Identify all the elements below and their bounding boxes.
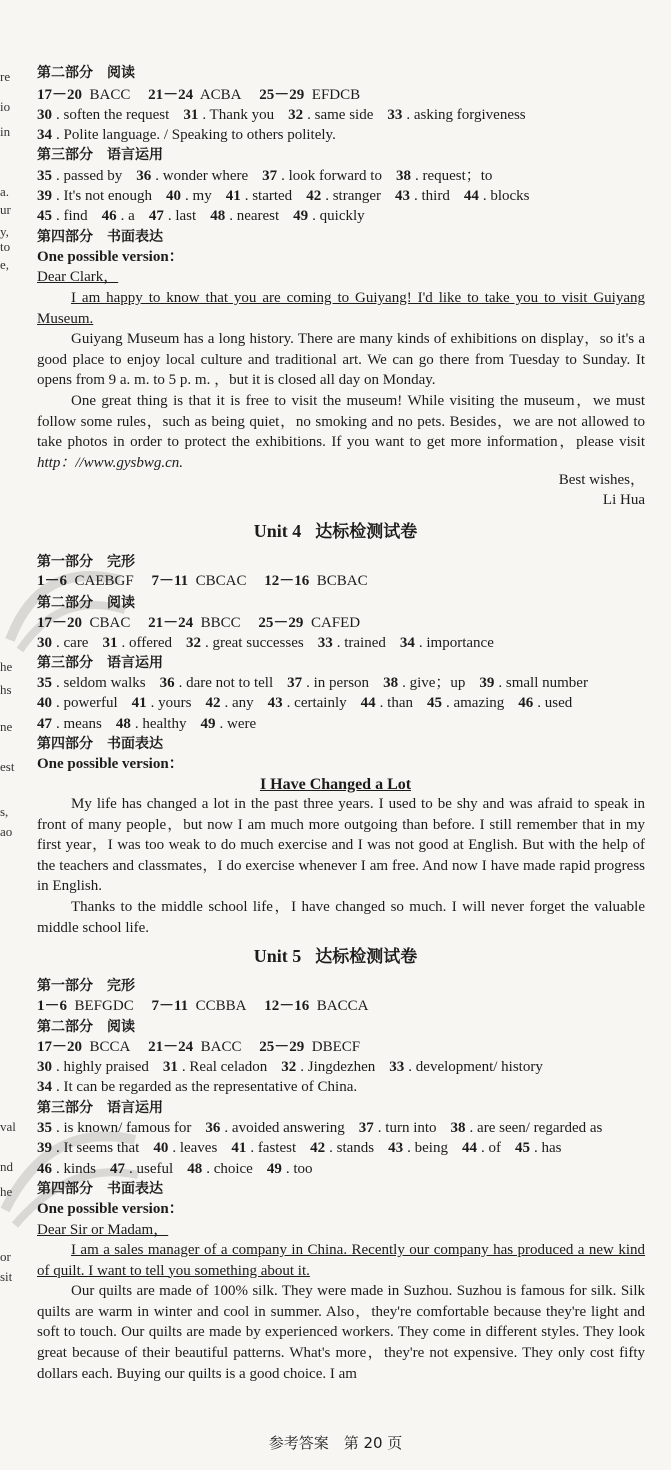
u4-para2: Thanks to the middle school life，I have changed so much. I will never forget the valuable middle school life. bbox=[37, 898, 645, 936]
u3-para3: One great thing is that it is free to visit the museum! While visiting the museum，we must follow some rules，such as being quiet，no smoking and no pets. Besides，we are not allowed to take photos in order to protect the exhibitions. If you want to get more information，please visit http：//www.gysbwg.cn. bbox=[37, 392, 645, 471]
answer-item: 46 . used bbox=[518, 695, 573, 711]
u3-closing: Best wishes， Li Hua bbox=[558, 472, 645, 508]
u5-part1-heading: 第一部分 完形 bbox=[37, 978, 135, 994]
answer-item: 31 . offered bbox=[102, 635, 172, 651]
answer-number: 41 bbox=[131, 695, 147, 711]
answer-item: 40 . my bbox=[166, 188, 212, 204]
answer-item: 35 . passed by bbox=[37, 168, 123, 184]
answer-item: 42 . any bbox=[205, 695, 254, 711]
answer-number: 41 bbox=[231, 1140, 247, 1156]
u5-part3-row1 bbox=[37, 1121, 602, 1136]
answer-item: 30 . soften the request bbox=[37, 107, 170, 123]
answer-item: 36 . avoided answering bbox=[205, 1120, 345, 1136]
answer-text: Thank you bbox=[209, 107, 275, 123]
answer-item: 33 . development/ history bbox=[389, 1059, 543, 1075]
answer-item: 38 . request；to bbox=[395, 168, 493, 184]
answer-number: 43 bbox=[388, 1140, 404, 1156]
answer-text: same side bbox=[314, 107, 374, 123]
answer-item: 34 . importance bbox=[399, 635, 494, 651]
answer-text: soften the request bbox=[63, 107, 170, 123]
answer-item: 46 . a bbox=[101, 208, 135, 224]
answer-item: 43 . third bbox=[395, 188, 450, 204]
answer-item: 45 . amazing bbox=[426, 695, 505, 711]
u3-letter-body bbox=[37, 288, 645, 473]
unit5-title: Unit 5 达标检测试卷 bbox=[253, 946, 418, 967]
answer-number: 48 bbox=[115, 716, 131, 732]
answer-item: 32 . Jingdezhen bbox=[281, 1059, 376, 1075]
answer-number: 30 bbox=[37, 635, 52, 651]
answer-item: 33 . trained bbox=[317, 635, 386, 651]
answer-text: third bbox=[421, 188, 450, 204]
answer-item: 48 . healthy bbox=[115, 716, 187, 732]
answer-item: 35 . is known/ famous for bbox=[37, 1120, 192, 1136]
answer-item: 36 . dare not to tell bbox=[159, 675, 274, 691]
answer-number: 49 bbox=[293, 208, 309, 224]
answer-text: It seems that bbox=[63, 1140, 140, 1156]
answer-text: passed by bbox=[63, 168, 123, 184]
answer-text: stands bbox=[336, 1140, 375, 1156]
answer-item: 31 . Real celadon bbox=[162, 1059, 268, 1075]
answer-text: highly praised bbox=[63, 1059, 149, 1075]
u3-part2-row2 bbox=[37, 108, 526, 123]
margin-fragment: he bbox=[0, 659, 13, 674]
answer-text: importance bbox=[426, 635, 494, 651]
u5-part1-row: 1－6 BEFGDC 7－11 CCBBA 12－16 BACCA bbox=[37, 998, 369, 1014]
answer-number: 36 bbox=[205, 1120, 221, 1136]
answer-number: 37 bbox=[287, 675, 303, 691]
margin-fragment: s, bbox=[0, 804, 9, 819]
answer-number: 39 bbox=[479, 675, 495, 691]
answer-text: amazing bbox=[453, 695, 505, 711]
margin-fragment: nd bbox=[0, 1159, 13, 1174]
answer-item: 39 . small number bbox=[479, 675, 588, 691]
answer-item: 49 . were bbox=[200, 716, 257, 732]
margin-fragment: y, bbox=[0, 224, 9, 239]
answer-text: certainly bbox=[294, 695, 347, 711]
answer-number: 37 bbox=[358, 1120, 374, 1136]
answer-item: 44 . of bbox=[461, 1140, 501, 1156]
answer-number: 42 bbox=[310, 1140, 326, 1156]
answer-text: offered bbox=[128, 635, 172, 651]
u5-part4-heading: 第四部分 书面表达 bbox=[37, 1181, 163, 1197]
u4-part4-heading: 第四部分 书面表达 bbox=[37, 736, 163, 752]
answer-item: 38 . are seen/ regarded as bbox=[450, 1120, 603, 1136]
answer-number: 36 bbox=[136, 168, 152, 184]
answer-text: turn into bbox=[385, 1120, 437, 1136]
margin-fragment: est bbox=[0, 759, 15, 774]
u4-part3-row1 bbox=[37, 676, 588, 691]
answer-number: 33 bbox=[317, 635, 333, 651]
margin-fragment: ur bbox=[0, 202, 11, 217]
u5-part3-heading: 第三部分 语言运用 bbox=[37, 1100, 163, 1116]
answer-number: 33 bbox=[387, 107, 403, 123]
answer-text: give；up bbox=[409, 675, 466, 691]
answer-number: 47 bbox=[110, 1161, 126, 1177]
answer-text: useful bbox=[136, 1161, 174, 1177]
answer-text: Jingdezhen bbox=[307, 1059, 376, 1075]
u5-part3-row2 bbox=[37, 1141, 561, 1156]
answer-number: 38 bbox=[395, 168, 411, 184]
answer-number: 43 bbox=[267, 695, 283, 711]
margin-fragment: a. bbox=[0, 184, 10, 199]
margin-fragment: hs bbox=[0, 682, 12, 697]
u4-part2-row1: 17－20 CBAC 21－24 BBCC 25－29 CAFED bbox=[37, 615, 361, 631]
u5-version-label: One possible version： bbox=[37, 1201, 184, 1217]
u3-part2-row1: 17－20 BACC 21－24 ACBA 25－29 EFDCB bbox=[37, 87, 361, 103]
u3-para1: I am happy to know that you are coming to Guiyang! I'd like to take you to visit Guiyang Museum. bbox=[37, 290, 645, 327]
answer-item: 37 . in person bbox=[287, 675, 370, 691]
answer-number: 45 bbox=[37, 208, 52, 224]
answer-number: 46 bbox=[37, 1161, 52, 1177]
answer-number: 40 bbox=[153, 1140, 169, 1156]
answer-item: 37 . look forward to bbox=[262, 168, 382, 184]
u4-version-label: One possible version： bbox=[37, 756, 184, 772]
answer-text: It's not enough bbox=[63, 188, 153, 204]
answer-text: look forward to bbox=[288, 168, 382, 184]
margin-fragment: or bbox=[0, 1249, 11, 1264]
margin-fragment: val bbox=[0, 1119, 16, 1134]
answer-text: being bbox=[414, 1140, 448, 1156]
answer-number: 45 bbox=[426, 695, 442, 711]
answer-item: 47 . useful bbox=[110, 1161, 174, 1177]
answer-item: 44 . blocks bbox=[463, 188, 530, 204]
answer-text: choice bbox=[213, 1161, 253, 1177]
answer-number: 34 bbox=[399, 635, 415, 651]
u3-part3-row1 bbox=[37, 169, 492, 184]
answer-number: 42 bbox=[205, 695, 221, 711]
answer-text: is known/ famous for bbox=[63, 1120, 192, 1136]
unit4-title: Unit 4 达标检测试卷 bbox=[253, 521, 418, 542]
answer-number: 35 bbox=[37, 1120, 52, 1136]
margin-fragment: sit bbox=[0, 1269, 13, 1284]
answer-number: 45 bbox=[514, 1140, 530, 1156]
answer-item: 30 . care bbox=[37, 635, 89, 651]
u3-part3-row2 bbox=[37, 189, 530, 204]
answer-item: 37 . turn into bbox=[358, 1120, 437, 1136]
u4-part3-row3 bbox=[37, 717, 256, 732]
u5-part2-row2 bbox=[37, 1060, 543, 1075]
answer-number: 44 bbox=[463, 188, 479, 204]
answer-number: 36 bbox=[159, 675, 175, 691]
answer-item: 30 . highly praised bbox=[37, 1059, 149, 1075]
answer-item: 41 . fastest bbox=[231, 1140, 297, 1156]
u4-part2-row2 bbox=[37, 636, 494, 651]
margin-fragment: to bbox=[0, 239, 11, 254]
answer-text: leaves bbox=[179, 1140, 218, 1156]
answer-number: 41 bbox=[225, 188, 241, 204]
answer-text: fastest bbox=[257, 1140, 297, 1156]
answer-item: 47 . last bbox=[148, 208, 197, 224]
answer-text: blocks bbox=[490, 188, 530, 204]
u3-version-label: One possible version： bbox=[37, 249, 184, 265]
answer-number: 33 bbox=[389, 1059, 405, 1075]
answer-text: than bbox=[387, 695, 413, 711]
answer-number: 46 bbox=[518, 695, 534, 711]
answer-text: used bbox=[544, 695, 573, 711]
answer-number: 32 bbox=[281, 1059, 297, 1075]
answer-item: 43 . certainly bbox=[267, 695, 347, 711]
answer-item: 46 . kinds bbox=[37, 1161, 97, 1177]
answer-number: 31 bbox=[162, 1059, 178, 1075]
answer-number: 47 bbox=[37, 716, 52, 732]
margin-fragment: io bbox=[0, 99, 11, 114]
u4-essay-title: I Have Changed a Lot bbox=[259, 776, 412, 793]
answer-number: 44 bbox=[461, 1140, 477, 1156]
answer-text: are seen/ regarded as bbox=[477, 1120, 603, 1136]
answer-text: kinds bbox=[63, 1161, 97, 1177]
answer-number: 49 bbox=[200, 716, 216, 732]
answer-item: 40 . leaves bbox=[153, 1140, 218, 1156]
answer-number: 48 bbox=[187, 1161, 203, 1177]
u3-part4-heading: 第四部分 书面表达 bbox=[37, 229, 163, 245]
answer-text: healthy bbox=[142, 716, 187, 732]
page-footer: 参考答案 第 20 页 bbox=[268, 1434, 403, 1452]
answer-number: 30 bbox=[37, 1059, 52, 1075]
answer-item: 35 . seldom walks bbox=[37, 675, 146, 691]
answer-text: in person bbox=[313, 675, 370, 691]
answer-number: 40 bbox=[166, 188, 182, 204]
answer-text: yours bbox=[158, 695, 192, 711]
answer-item: 43 . being bbox=[388, 1140, 448, 1156]
answer-text: request；to bbox=[422, 168, 493, 184]
answer-number: 46 bbox=[101, 208, 117, 224]
answer-item: 39 . It seems that bbox=[37, 1140, 140, 1156]
answer-item: 45 . find bbox=[37, 208, 88, 224]
answer-item: 48 . choice bbox=[187, 1161, 253, 1177]
answer-number: 38 bbox=[450, 1120, 466, 1136]
u4-part3-heading: 第三部分 语言运用 bbox=[37, 655, 163, 671]
margin-fragment: ne bbox=[0, 719, 13, 734]
answer-text: any bbox=[232, 695, 254, 711]
answer-item: 48 . nearest bbox=[210, 208, 280, 224]
u3-part3-row3 bbox=[37, 209, 365, 224]
answer-number: 39 bbox=[37, 1140, 52, 1156]
answer-text: dare not to tell bbox=[186, 675, 274, 691]
answer-text: too bbox=[293, 1161, 313, 1177]
answer-number: 40 bbox=[37, 695, 52, 711]
answer-text: stranger bbox=[332, 188, 381, 204]
answer-text: quickly bbox=[319, 208, 365, 224]
u3-greeting: Dear Clark， bbox=[37, 269, 119, 285]
answer-number: 38 bbox=[383, 675, 399, 691]
answer-text: means bbox=[63, 716, 102, 732]
answer-text: avoided answering bbox=[231, 1120, 345, 1136]
answer-text: powerful bbox=[63, 695, 118, 711]
answer-number: 43 bbox=[395, 188, 410, 204]
u5-letter-body bbox=[37, 1240, 645, 1384]
u3-part2-row3: 34 . Polite language. / Speaking to others politely. bbox=[37, 127, 336, 143]
answer-number: 30 bbox=[37, 107, 52, 123]
margin-fragment: ao bbox=[0, 824, 13, 839]
u5-greeting: Dear Sir or Madam， bbox=[37, 1222, 169, 1238]
u4-part3-row2 bbox=[37, 696, 572, 711]
answer-item: 31 . Thank you bbox=[183, 107, 275, 123]
answer-number: 31 bbox=[183, 107, 199, 123]
u5-part3-row3 bbox=[37, 1162, 313, 1177]
answer-text: asking forgiveness bbox=[413, 107, 526, 123]
answer-number: 47 bbox=[148, 208, 164, 224]
answer-number: 35 bbox=[37, 168, 52, 184]
answer-text: development/ history bbox=[415, 1059, 543, 1075]
answer-item: 42 . stands bbox=[310, 1140, 375, 1156]
answer-text: seldom walks bbox=[63, 675, 146, 691]
answer-item: 36 . wonder where bbox=[136, 168, 249, 184]
answer-item: 49 . too bbox=[266, 1161, 313, 1177]
answer-number: 32 bbox=[288, 107, 304, 123]
answer-text: nearest bbox=[236, 208, 280, 224]
answer-text: started bbox=[252, 188, 293, 204]
answer-number: 32 bbox=[186, 635, 201, 651]
answer-text: a bbox=[128, 208, 135, 224]
answer-item: 41 . started bbox=[225, 188, 293, 204]
u4-part1-row: 1－6 CAEBGF 7－11 CBCAC 12－16 BCBAC bbox=[37, 573, 368, 589]
answer-text: of bbox=[488, 1140, 501, 1156]
u5-part2-row3: 34 . It can be regarded as the representative of China. bbox=[37, 1079, 358, 1095]
answer-item: 49 . quickly bbox=[293, 208, 365, 224]
u5-part2-row1: 17－20 BCCA 21－24 BACC 25－29 DBECF bbox=[37, 1039, 361, 1055]
answer-number: 49 bbox=[266, 1161, 282, 1177]
answer-number: 42 bbox=[306, 188, 322, 204]
u3-part2-heading: 第二部分 阅读 bbox=[37, 65, 135, 81]
answer-text: find bbox=[63, 208, 88, 224]
answer-item: 32 . great successes bbox=[186, 635, 304, 651]
answer-number: 31 bbox=[102, 635, 118, 651]
u4-part1-heading: 第一部分 完形 bbox=[37, 554, 135, 570]
answer-text: small number bbox=[505, 675, 588, 691]
answer-number: 48 bbox=[210, 208, 226, 224]
answer-text: has bbox=[541, 1140, 562, 1156]
u5-part2-heading: 第二部分 阅读 bbox=[37, 1019, 135, 1035]
answer-text: trained bbox=[344, 635, 386, 651]
answer-item: 41 . yours bbox=[131, 695, 192, 711]
answer-number: 35 bbox=[37, 675, 52, 691]
answer-item: 42 . stranger bbox=[306, 188, 381, 204]
answer-number: 44 bbox=[360, 695, 376, 711]
margin-fragment: in bbox=[0, 124, 11, 139]
answer-item: 38 . give；up bbox=[383, 675, 466, 691]
u5-para2: Our quilts are made of 100% silk. They were made in Suzhou. Suzhou is famous for silk. Silk quilts are warm in winter and cool in summer. Also，they're comfortable because they're light and soft to touch. Our quilts are made by experienced workers. They come in different styles. They look great because of their beautiful patterns. What's more，they're not expensive. They only cost fifty dollars each. Buying our quilts is a good choice. I am bbox=[37, 1283, 645, 1382]
u4-para1: My life has changed a lot in the past three years. I used to be shy and was afraid to speak in front of many people，but now I am much more outgoing than before. I still remember that in my first year，I was too weak to do much exercise and I was not good at English. But with the help of the teachers and classmates，I do exercise whenever I am free. And now I have made rapid progress in English. bbox=[37, 796, 645, 895]
answer-item: 47 . means bbox=[37, 716, 102, 732]
answer-item: 32 . same side bbox=[288, 107, 374, 123]
answer-item: 45 . has bbox=[514, 1140, 562, 1156]
answer-text: wonder where bbox=[162, 168, 249, 184]
answer-item: 44 . than bbox=[360, 695, 413, 711]
answer-text: last bbox=[175, 208, 197, 224]
u4-part2-heading: 第二部分 阅读 bbox=[37, 595, 135, 611]
u3-part3-heading: 第三部分 语言运用 bbox=[37, 147, 163, 163]
answer-text: great successes bbox=[212, 635, 304, 651]
answer-text: Real celadon bbox=[189, 1059, 268, 1075]
u5-para1: I am a sales manager of a company in China. Recently our company has produced a new kind of quilt. I want to tell you something about it. bbox=[37, 1242, 645, 1279]
u4-essay-body bbox=[37, 794, 645, 938]
answer-text: care bbox=[63, 635, 89, 651]
answer-item: 33 . asking forgiveness bbox=[387, 107, 526, 123]
u3-para2: Guiyang Museum has a long history. There are many kinds of exhibitions on display，so it's a good place to enjoy local culture and traditional art. We can go there from Tuesday to Sunday. It opens from 9 a. m. to 5 p. m. ，but it is closed all day on Monday. bbox=[37, 331, 645, 389]
margin-fragment: e, bbox=[0, 257, 10, 272]
margin-fragment: he bbox=[0, 1184, 13, 1199]
answer-number: 37 bbox=[262, 168, 278, 184]
answer-item: 40 . powerful bbox=[37, 695, 118, 711]
margin-fragment: re bbox=[0, 69, 11, 84]
answer-item: 39 . It's not enough bbox=[37, 188, 153, 204]
answer-text: were bbox=[226, 716, 257, 732]
answer-number: 39 bbox=[37, 188, 52, 204]
answer-text: my bbox=[192, 188, 212, 204]
